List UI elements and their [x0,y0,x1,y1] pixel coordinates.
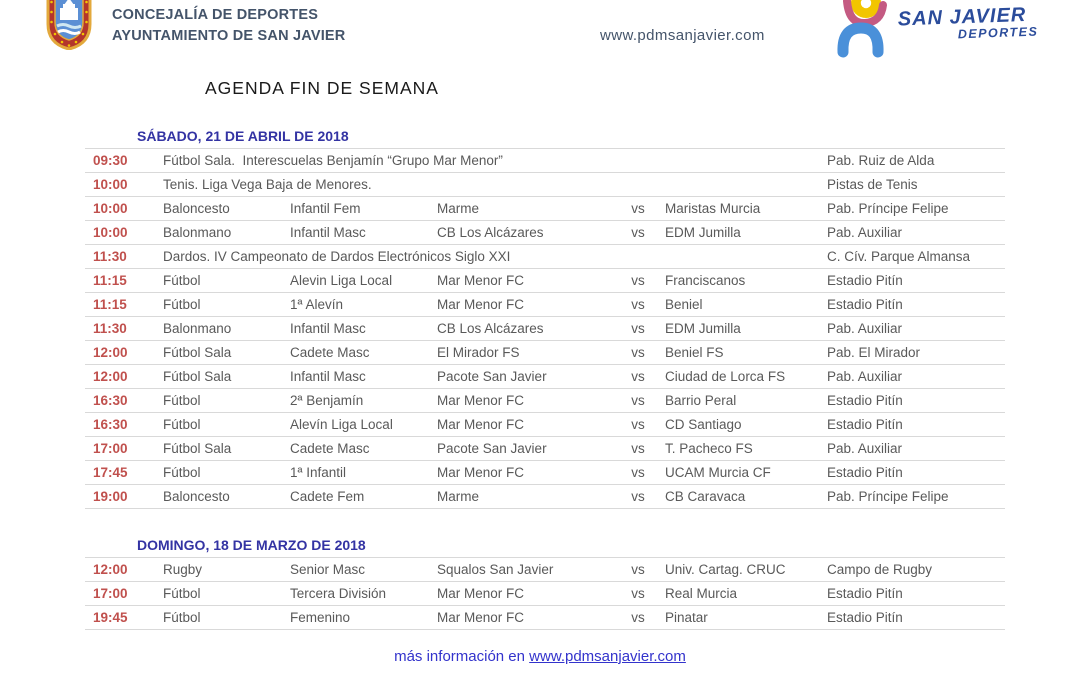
cell-venue: C. Cív. Parque Almansa [827,249,971,264]
cell-venue: Pab. Auxiliar [827,321,903,336]
section-heading: SÁBADO, 21 DE ABRIL DE 2018 [137,128,349,144]
cell-time: 17:45 [93,465,128,480]
cell-vs: vs [631,610,645,625]
event-row [85,317,1005,341]
cell-away: Beniel FS [665,345,724,360]
cell-time: 11:15 [93,297,127,312]
page-title: AGENDA FIN DE SEMANA [205,78,439,98]
cell-time: 17:00 [93,586,128,601]
cell-vs: vs [631,201,645,216]
cell-time: 19:45 [93,610,128,625]
event-row [85,606,1005,630]
logo-line1: SAN JAVIER [897,3,1027,31]
cell-category: Infantil Masc [290,225,366,240]
cell-home: Pacote San Javier [437,369,547,384]
cell-away: CB Caravaca [665,489,746,504]
cell-sport: Rugby [163,562,203,577]
cell-venue: Campo de Rugby [827,562,933,577]
cell-home: Squalos San Javier [437,562,554,577]
cell-category: Femenino [290,610,351,625]
cell-time: 11:30 [93,321,127,336]
cell-time: 11:15 [93,273,127,288]
cell-venue: Estadio Pitín [827,297,903,312]
event-row [85,582,1005,606]
header-website-url: www.pdmsanjavier.com [600,27,765,44]
cell-venue: Estadio Pitín [827,465,903,480]
event-row [85,173,1005,197]
cell-vs: vs [631,273,645,288]
cell-sport: Fútbol Sala [163,441,232,456]
cell-sport: Fútbol [163,417,201,432]
cell-away: Beniel [665,297,703,312]
cell-vs: vs [631,393,645,408]
cell-category: Infantil Fem [290,201,361,216]
cell-event: Fútbol Sala. Interescuelas Benjamín “Grupo Mar Menor” [163,153,503,168]
event-row [85,269,1005,293]
cell-category: Infantil Masc [290,321,366,336]
cell-venue: Estadio Pitín [827,417,903,432]
cell-time: 10:00 [93,201,128,216]
cell-home: Mar Menor FC [437,393,525,408]
cell-sport: Fútbol [163,610,201,625]
cell-sport: Fútbol Sala [163,345,232,360]
footer [0,648,1080,665]
cell-home: Marme [437,201,480,216]
cell-vs: vs [631,465,645,480]
event-row [85,293,1005,317]
cell-away: CD Santiago [665,417,742,432]
cell-time: 16:30 [93,417,128,432]
cell-time: 19:00 [93,489,128,504]
cell-category: Senior Masc [290,562,366,577]
cell-event: Tenis. Liga Vega Baja de Menores. [163,177,372,192]
cell-vs: vs [631,441,645,456]
event-row [85,221,1005,245]
cell-time: 12:00 [93,562,128,577]
cell-vs: vs [631,369,645,384]
cell-sport: Fútbol Sala [163,369,232,384]
event-row [85,485,1005,509]
cell-away: T. Pacheco FS [665,441,753,456]
cell-venue: Pab. Príncipe Felipe [827,201,949,216]
cell-venue: Pab. Príncipe Felipe [827,489,949,504]
stylized-athlete-icon [832,0,896,63]
agenda-section [85,126,1005,509]
event-row [85,341,1005,365]
cell-category: Alevín Liga Local [290,417,393,432]
cell-vs: vs [631,586,645,601]
cell-home: El Mirador FS [437,345,520,360]
event-row [85,389,1005,413]
cell-vs: vs [631,562,645,577]
cell-vs: vs [631,297,645,312]
cell-venue: Estadio Pitín [827,393,903,408]
san-javier-deportes-logo [832,0,1039,58]
cell-venue: Estadio Pitín [827,586,903,601]
cell-home: Marme [437,489,480,504]
cell-home: Mar Menor FC [437,465,525,480]
cell-sport: Balonmano [163,225,232,240]
cell-time: 11:30 [93,249,127,264]
org-line1: CONCEJALÍA DE DEPORTES [112,7,319,23]
section-heading: DOMINGO, 18 DE MARZO DE 2018 [137,537,366,553]
cell-sport: Fútbol [163,273,201,288]
cell-sport: Fútbol [163,465,201,480]
cell-home: CB Los Alcázares [437,225,544,240]
cell-sport: Fútbol [163,586,201,601]
cell-away: Ciudad de Lorca FS [665,369,786,384]
event-row [85,461,1005,485]
cell-category: Cadete Masc [290,441,370,456]
logo-wordmark [897,4,1038,44]
cell-home: Mar Menor FC [437,417,525,432]
cell-away: Univ. Cartag. CRUC [665,562,786,577]
cell-sport: Baloncesto [163,489,230,504]
event-row [85,557,1005,582]
org-line2: AYUNTAMIENTO DE SAN JAVIER [112,28,346,44]
cell-home: Mar Menor FC [437,586,525,601]
cell-vs: vs [631,321,645,336]
logo-line2: DEPORTES [957,24,1039,42]
event-row [85,413,1005,437]
cell-venue: Pab. Auxiliar [827,225,903,240]
cell-time: 16:30 [93,393,128,408]
event-row [85,437,1005,461]
cell-away: EDM Jumilla [665,321,741,336]
event-row [85,197,1005,221]
cell-vs: vs [631,225,645,240]
san-javier-crest-icon [45,0,93,55]
cell-away: Maristas Murcia [665,201,761,216]
cell-home: Mar Menor FC [437,297,525,312]
cell-venue: Estadio Pitín [827,610,903,625]
event-row [85,245,1005,269]
cell-home: Mar Menor FC [437,273,525,288]
cell-category: 1ª Infantil [290,465,347,480]
agenda [85,126,1005,630]
cell-category: Alevin Liga Local [290,273,393,288]
cell-time: 12:00 [93,369,128,384]
cell-category: 2ª Benjamín [290,393,364,408]
cell-venue: Pab. Auxiliar [827,369,903,384]
cell-sport: Baloncesto [163,201,230,216]
cell-category: Tercera División [290,586,387,601]
cell-away: Franciscanos [665,273,746,288]
cell-venue: Pab. Ruiz de Alda [827,153,935,168]
cell-time: 09:30 [93,153,128,168]
cell-venue: Pistas de Tenis [827,177,918,192]
event-row [85,365,1005,389]
cell-sport: Fútbol [163,393,201,408]
cell-home: Mar Menor FC [437,610,525,625]
cell-vs: vs [631,417,645,432]
cell-away: Pinatar [665,610,708,625]
cell-event: Dardos. IV Campeonato de Dardos Electrónicos Siglo XXI [163,249,511,264]
cell-home: Pacote San Javier [437,441,547,456]
footer-text: más información en [394,648,530,665]
event-row [85,148,1005,173]
agenda-section [85,535,1005,630]
cell-away: Real Murcia [665,586,738,601]
cell-venue: Pab. Auxiliar [827,441,903,456]
footer-website-link[interactable]: www.pdmsanjavier.com [529,648,686,665]
organization-name [112,5,345,47]
cell-category: Cadete Fem [290,489,365,504]
cell-away: EDM Jumilla [665,225,741,240]
cell-sport: Balonmano [163,321,232,336]
cell-venue: Pab. El Mirador [827,345,921,360]
cell-category: Cadete Masc [290,345,370,360]
cell-category: 1ª Alevín [290,297,344,312]
cell-away: UCAM Murcia CF [665,465,771,480]
cell-venue: Estadio Pitín [827,273,903,288]
cell-time: 10:00 [93,225,128,240]
cell-vs: vs [631,345,645,360]
cell-time: 17:00 [93,441,128,456]
cell-vs: vs [631,489,645,504]
cell-time: 10:00 [93,177,128,192]
cell-away: Barrio Peral [665,393,737,408]
cell-sport: Fútbol [163,297,201,312]
cell-time: 12:00 [93,345,128,360]
cell-home: CB Los Alcázares [437,321,544,336]
cell-category: Infantil Masc [290,369,366,384]
